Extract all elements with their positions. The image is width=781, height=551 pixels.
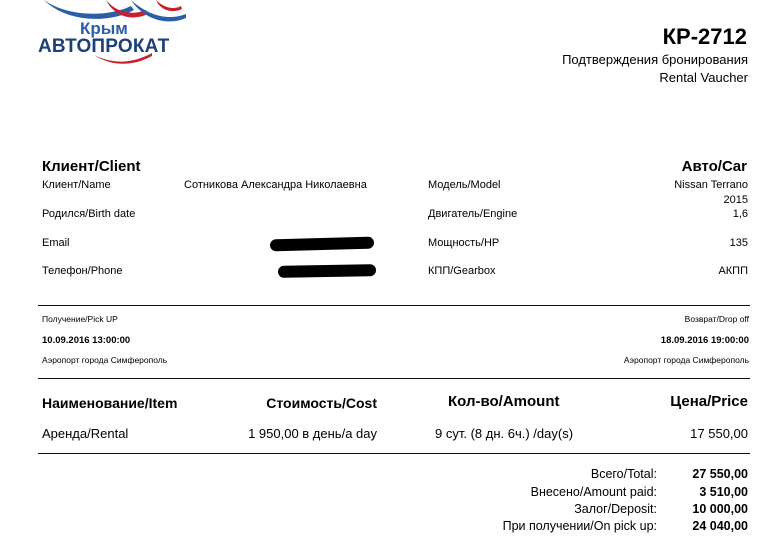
pickup-datetime: 10.09.2016 13:00:00	[42, 335, 131, 346]
car-hp-value: 135	[729, 237, 748, 249]
email-redaction	[270, 237, 374, 252]
dropoff-datetime: 18.09.2016 19:00:00	[660, 335, 749, 346]
car-gearbox-label: КПП/Gearbox	[428, 265, 496, 277]
deposit-label: Залог/Deposit:	[574, 502, 657, 516]
logo-underline-icon	[94, 53, 154, 65]
divider-2	[38, 378, 750, 379]
total-label: Всего/Total:	[590, 467, 657, 481]
car-engine-value: 1,6	[732, 208, 748, 220]
item-amount-cell: 9 сут. (8 дн. 6ч.) /day(s)	[435, 426, 574, 441]
car-model-year: 2015	[723, 194, 748, 206]
client-section-title: Клиент/Client	[42, 158, 141, 175]
deposit-value: 10 000,00	[692, 502, 748, 516]
divider-3	[38, 453, 750, 454]
car-engine-label: Двигатель/Engine	[428, 208, 518, 220]
total-value: 27 550,00	[692, 467, 748, 481]
car-model-label: Модель/Model	[428, 179, 501, 191]
car-section-title: Авто/Car	[681, 158, 747, 175]
amount-paid-value: 3 510,00	[699, 485, 748, 499]
client-birthdate-label: Родился/Birth date	[42, 208, 136, 220]
dropoff-location: Аэропорт города Симферополь	[623, 355, 749, 365]
car-gearbox-value: АКПП	[718, 265, 748, 277]
logo-text-autoprokat: АВТОПРОКАТ	[38, 36, 170, 57]
on-pickup-label: При получении/On pick up:	[502, 519, 657, 533]
item-cost-cell: 1 950,00 в день/a day	[248, 426, 377, 441]
item-price-cell: 17 550,00	[690, 426, 748, 441]
items-header-item: Наименование/Item	[42, 395, 178, 411]
client-name-label: Клиент/Name	[42, 179, 111, 191]
voucher-subtitle-ru: Подтверждения бронирования	[562, 52, 748, 67]
on-pickup-value: 24 040,00	[692, 519, 748, 533]
amount-paid-label: Внесено/Amount paid:	[530, 485, 657, 499]
car-model-value: Nissan Terrano	[674, 179, 748, 191]
item-name-cell: Аренда/Rental	[42, 426, 129, 441]
logo-text-crym: Крым	[80, 19, 128, 38]
voucher-number: КР-2712	[662, 24, 747, 49]
voucher-subtitle-en: Rental Vaucher	[659, 70, 748, 85]
pickup-label: Получение/Pick UP	[42, 314, 118, 324]
client-email-label: Email	[42, 237, 70, 249]
divider-1	[38, 305, 750, 306]
pickup-location: Аэропорт города Симферополь	[42, 355, 168, 365]
client-name-value: Сотникова Александра Николаевна	[184, 179, 367, 191]
phone-redaction	[278, 264, 376, 278]
client-phone-label: Телефон/Phone	[42, 265, 123, 277]
items-header-cost: Стоимость/Cost	[266, 395, 377, 411]
company-logo	[36, 0, 196, 62]
car-hp-label: Мощность/HP	[428, 237, 500, 249]
items-header-amount: Кол-во/Amount	[448, 393, 560, 410]
items-header-price: Цена/Price	[670, 393, 748, 410]
dropoff-label: Возврат/Drop off	[684, 314, 749, 324]
